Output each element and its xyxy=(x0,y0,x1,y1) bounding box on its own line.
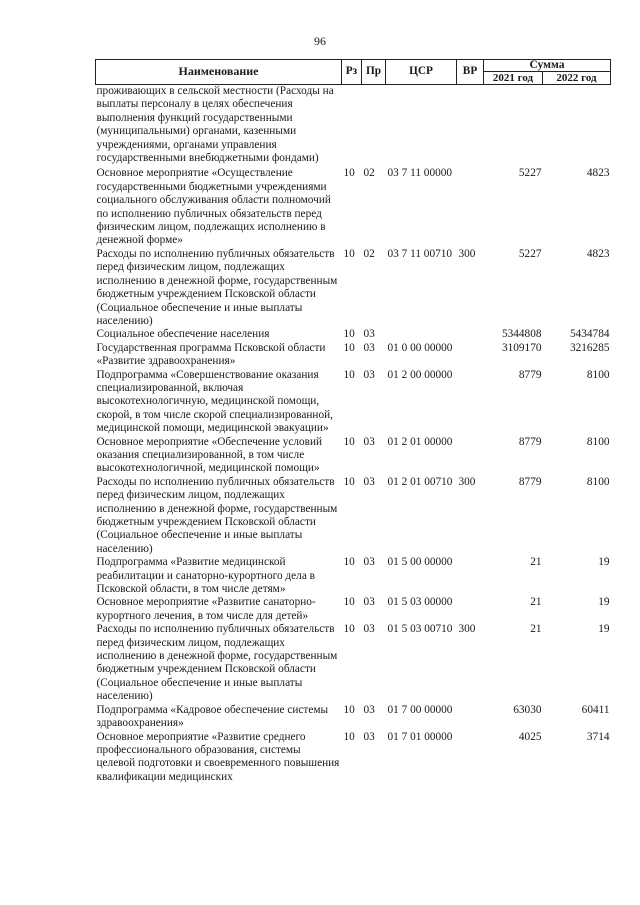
header-year-2022: 2022 год xyxy=(543,72,611,85)
row-pr: 03 xyxy=(363,596,375,609)
table-row xyxy=(96,436,611,476)
row-rz: 10 xyxy=(343,167,355,180)
row-sum-2021: 3109170 xyxy=(501,341,542,354)
row-pr: 03 xyxy=(363,556,375,569)
row-rz: 10 xyxy=(343,368,355,381)
budget-table xyxy=(95,59,611,784)
row-sum-2021: 63030 xyxy=(513,703,542,716)
row-pr xyxy=(362,85,386,166)
row-csr: 01 7 01 00000 xyxy=(387,730,453,743)
row-rz: 10 xyxy=(343,556,355,569)
row-sum-2021: 4025 xyxy=(518,730,542,743)
row-vr xyxy=(457,85,484,166)
row-vr xyxy=(457,596,484,623)
row-pr: 03 xyxy=(363,475,375,488)
row-csr: 01 0 00 00000 xyxy=(387,341,453,354)
row-csr: 03 7 11 00710 xyxy=(387,247,453,260)
row-rz: 10 xyxy=(343,596,355,609)
row-vr xyxy=(457,342,484,369)
row-sum-2021: 8779 xyxy=(518,475,542,488)
row-csr xyxy=(386,85,457,166)
row-vr xyxy=(457,328,484,341)
row-name: Основное мероприятие «Развитие санаторно-курортного лечения, в том числе для детей» xyxy=(96,596,316,622)
row-pr: 03 xyxy=(363,623,375,636)
table-row xyxy=(96,623,611,703)
table-row xyxy=(96,328,611,341)
row-rz: 10 xyxy=(343,623,355,636)
header-vr: ВР xyxy=(457,60,484,85)
row-name: Государственная программа Псковской области «Развитие здравоохранения» xyxy=(96,341,326,368)
row-rz: 10 xyxy=(343,247,355,260)
row-csr: 01 5 03 00000 xyxy=(387,596,453,609)
row-sum-2022: 60411 xyxy=(581,703,610,716)
row-sum-2022: 8100 xyxy=(586,368,610,381)
table-row xyxy=(96,556,611,596)
table-row xyxy=(96,342,611,369)
row-vr: 300 xyxy=(458,247,476,260)
row-pr: 03 xyxy=(363,703,375,716)
row-sum-2022: 8100 xyxy=(586,435,610,448)
row-pr: 03 xyxy=(363,368,375,381)
row-csr: 01 2 01 00000 xyxy=(387,435,453,448)
table-row xyxy=(96,596,611,623)
row-name: проживающих в сельской местности (Расходы на выплаты персоналу в целях обеспечения выполнения функций государственными (муниципальными) органами, казенными учреждениями, органами управления государственными внебюджетными фондами) xyxy=(96,85,334,165)
row-rz: 10 xyxy=(343,475,355,488)
row-sum-2022: 19 xyxy=(598,556,610,569)
row-rz xyxy=(342,85,362,166)
row-sum-2021: 21 xyxy=(530,556,542,569)
page-number: 96 xyxy=(314,34,326,48)
row-sum-2022: 5434784 xyxy=(569,328,610,341)
row-pr: 02 xyxy=(363,167,375,180)
row-sum-2022: 4823 xyxy=(586,167,610,180)
row-name: Расходы по исполнению публичных обязательств перед физическим лицом, подлежащих исполнению в денежной форме, государственным бюджетным учреждением Псковской области (Социальное обеспечение и иные выплаты населению) xyxy=(96,247,338,327)
row-sum-2022 xyxy=(543,85,611,166)
row-name: Основное мероприятие «Обеспечение условий оказания специализированной, в том числе высокотехнологичной, медицинской помощи» xyxy=(96,435,323,475)
header-year-2021: 2021 год xyxy=(484,72,543,85)
row-sum-2022: 19 xyxy=(598,596,610,609)
row-name: Подпрограмма «Развитие медицинской реабилитации и санаторно-курортного дела в Псковской области, в том числе детям» xyxy=(96,556,315,596)
row-sum-2021: 8779 xyxy=(518,368,542,381)
table-row xyxy=(96,704,611,731)
row-name: Основное мероприятие «Развитие среднего профессионального образования, системы целевой подготовки и своевременного повышения квалификации медицинских xyxy=(96,730,340,783)
table-header xyxy=(96,60,611,85)
row-rz: 10 xyxy=(343,730,355,743)
table-row xyxy=(96,369,611,436)
row-sum-2022: 19 xyxy=(598,623,610,636)
row-name: Подпрограмма «Кадровое обеспечение системы здравоохранения» xyxy=(96,703,329,730)
table-row xyxy=(96,85,611,166)
row-rz: 10 xyxy=(343,703,355,716)
row-csr: 01 5 00 00000 xyxy=(387,556,453,569)
row-name: Социальное обеспечение населения xyxy=(96,328,270,341)
row-name: Подпрограмма «Совершенствование оказания специализированной, включая высокотехнологичную, медицинской помощи, скорой, в том числе скорой специализированной, медицинской помощи, медицинской эвакуации» xyxy=(96,368,333,435)
row-sum-2021: 5344808 xyxy=(501,328,542,341)
row-sum-2021: 8779 xyxy=(518,435,542,448)
row-vr xyxy=(457,731,484,785)
row-sum-2022: 4823 xyxy=(586,247,610,260)
row-vr xyxy=(457,436,484,476)
row-pr: 02 xyxy=(363,247,375,260)
row-vr xyxy=(457,369,484,436)
row-pr: 03 xyxy=(363,730,375,743)
row-name: Расходы по исполнению публичных обязательств перед физическим лицом, подлежащих исполнению в денежной форме, государственным бюджетным учреждением Псковской области (Социальное обеспечение и иные выплаты населению) xyxy=(96,475,338,555)
row-sum-2021: 21 xyxy=(530,623,542,636)
row-csr: 01 2 01 00710 xyxy=(387,475,453,488)
row-csr: 01 7 00 00000 xyxy=(387,703,453,716)
row-rz: 10 xyxy=(343,341,355,354)
row-name: Основное мероприятие «Осуществление государственными бюджетными учреждениями социального обслуживания области полномочий по исполнению публичных обязательств перед физическим лицом, подлежащих исполнению в денежной форме» xyxy=(96,167,331,247)
table-row xyxy=(96,731,611,785)
row-sum-2022: 8100 xyxy=(586,475,610,488)
table-row xyxy=(96,248,611,328)
row-sum-2021: 5227 xyxy=(518,247,542,260)
row-sum-2021: 21 xyxy=(530,596,542,609)
header-pr: Пр xyxy=(362,60,386,85)
row-vr xyxy=(457,165,484,247)
row-pr: 03 xyxy=(363,341,375,354)
table-row xyxy=(96,476,611,556)
row-sum-2022: 3714 xyxy=(586,730,610,743)
row-pr: 03 xyxy=(363,435,375,448)
row-rz: 10 xyxy=(343,435,355,448)
row-vr: 300 xyxy=(458,623,476,636)
row-vr xyxy=(457,704,484,731)
header-csr: ЦСР xyxy=(386,60,457,85)
row-vr xyxy=(457,556,484,596)
header-rz: Рз xyxy=(342,60,362,85)
row-sum-2021 xyxy=(484,85,543,166)
row-vr: 300 xyxy=(458,475,476,488)
table-row xyxy=(96,165,611,247)
header-sum: Сумма xyxy=(484,60,611,72)
row-name: Расходы по исполнению публичных обязательств перед физическим лицом, подлежащих исполнению в денежной форме, государственным бюджетным учреждением Псковской области (Социальное обеспечение и иные выплаты населению) xyxy=(96,623,338,703)
row-sum-2022: 3216285 xyxy=(569,341,610,354)
row-csr: 01 5 03 00710 xyxy=(387,623,453,636)
table-body xyxy=(96,85,611,785)
row-pr: 03 xyxy=(363,328,375,341)
row-csr xyxy=(386,328,457,341)
row-sum-2021: 5227 xyxy=(518,167,542,180)
row-csr: 03 7 11 00000 xyxy=(387,167,453,180)
row-csr: 01 2 00 00000 xyxy=(387,368,453,381)
header-name: Наименование xyxy=(96,60,342,85)
row-rz: 10 xyxy=(343,328,355,341)
